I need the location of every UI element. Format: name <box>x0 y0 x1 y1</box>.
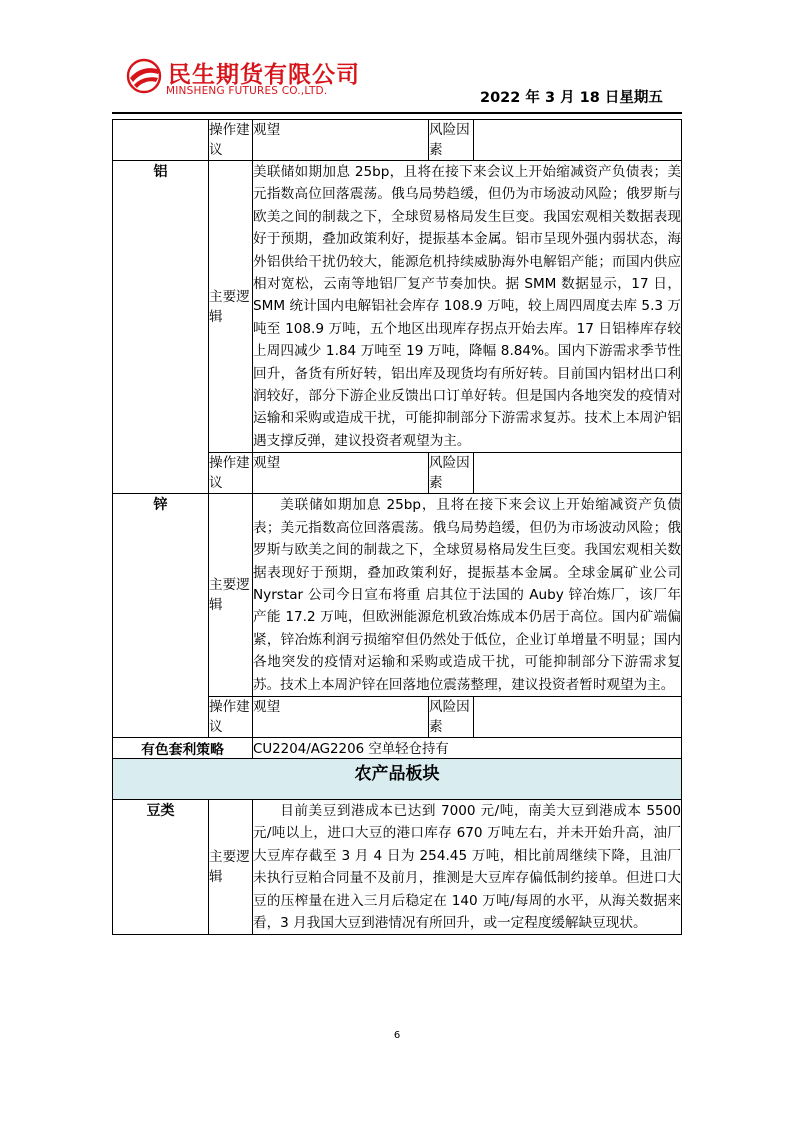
risk-label: 风险因素 <box>429 696 474 737</box>
risk-value <box>474 120 682 161</box>
company-logo <box>126 56 366 100</box>
strategy-table <box>112 119 682 935</box>
arbitrage-label: 有色套利策略 <box>113 737 253 758</box>
table-row <box>113 494 682 697</box>
table-row <box>113 799 682 934</box>
logo-english-name: MINSHENG FUTURES CO.,LTD. <box>166 85 328 97</box>
op-value: 观望 <box>253 120 429 161</box>
table-row <box>113 737 682 758</box>
op-label: 操作建议 <box>209 696 253 737</box>
logic-label: 主要逻辑 <box>209 494 253 697</box>
aluminum-risk-value <box>474 453 682 494</box>
risk-label: 风险因素 <box>429 120 474 161</box>
page-number: 6 <box>393 1030 401 1041</box>
aluminum-logic: 美联储如期加息 25bp，且将在接下来会议上开始缩减资产负债表；美元指数高位回落震荡。俄乌局势趋缓，但仍为市场波动风险；俄罗斯与欧美之间的制裁之下，全球贸易格局发生巨变。我国宏观相关数据表现好于预期，叠加政策利好，提振基本金属。铝市呈现外强内弱状态，海外铝供给干扰仍较大，能源危机持续威胁海外电解铝产能；而国内供应相对宽松，云南等地铝厂复产节奏加快。据 SMM 数据显示，17 日，SMM 统计国内电解铝社会库存 108.9 万吨，较上周四周度去库 5.3 万吨至 108.9 万吨，五个地区出现库存拐点开始去库。17 日铝棒库存较上周四减少 1.84 万吨至 19 万吨，降幅 8.84%。国内下游需求季节性回升，备货有所好转，铝出库及现货均有所好转。目前国内铝材出口利润较好，部分下游企业反馈出口订单好转。但是国内各地突发的疫情对运输和采购或造成干扰，可能抑制部分下游需求复苏。技术上本周沪铝遇支撑反弹，建议投资者观望为主。 <box>253 161 682 453</box>
risk-label: 风险因素 <box>429 453 474 494</box>
section-title: 农产品板块 <box>113 758 682 799</box>
minsheng-logo-icon <box>126 58 162 94</box>
zinc-op-value: 观望 <box>253 696 429 737</box>
soy-logic: 目前美豆到港成本已达到 7000 元/吨，南美大豆到港成本 5500 元/吨以上，进口大豆的港口库存 670 万吨左右，并未开始升高，油厂大豆库存截至 3 月 4 日为 254.45 万吨，相比前周继续下降，且油厂未执行豆粕合同量不及前月，推测是大豆库存偏低制约接单。但进口大豆的压榨量在进入三月后稳定在 140 万吨/每周的水平，从海关数据来看，3 月我国大豆到港情况有所回升，或一定程度缓解缺豆现状。 <box>253 799 682 934</box>
op-label: 操作建议 <box>209 120 253 161</box>
op-label: 操作建议 <box>209 453 253 494</box>
table-row <box>113 161 682 453</box>
report-date: 2022 年 3 月 18 日星期五 <box>480 90 663 106</box>
category-soy: 豆类 <box>113 799 209 934</box>
zinc-risk-value <box>474 696 682 737</box>
category-aluminum: 铝 <box>113 161 209 494</box>
header-divider <box>112 112 682 114</box>
table-row <box>113 120 682 161</box>
aluminum-op-value: 观望 <box>253 453 429 494</box>
arbitrage-value: CU2204/AG2206 空单轻仓持有 <box>253 737 682 758</box>
logic-label: 主要逻辑 <box>209 799 253 934</box>
category-cell <box>113 120 209 161</box>
table-row <box>113 758 682 799</box>
logic-label: 主要逻辑 <box>209 161 253 453</box>
zinc-logic: 美联储如期加息 25bp，且将在接下来会议上开始缩减资产负债表；美元指数高位回落震荡。俄乌局势趋缓，但仍为市场波动风险；俄罗斯与欧美之间的制裁之下，全球贸易格局发生巨变。我国宏观相关数据表现好于预期，叠加政策利好，提振基本金属。全球金属矿业公司 Nyrstar 公司今日宣布将重 启其位于法国的 Auby 锌冶炼厂，该厂年产能 17.2 万吨，但欧洲能源危机致冶炼成本仍居于高位。国内矿端偏紧，锌冶炼利润亏损缩窄但仍然处于低位，企业订单增量不明显；国内各地突发的疫情对运输和采购或造成干扰，可能抑制部分下游需求复苏。技术上本周沪锌在回落地位震荡整理，建议投资者暂时观望为主。 <box>253 494 682 697</box>
category-zinc: 锌 <box>113 494 209 738</box>
logo-chinese-name: 民生期货有限公司 <box>168 62 360 88</box>
